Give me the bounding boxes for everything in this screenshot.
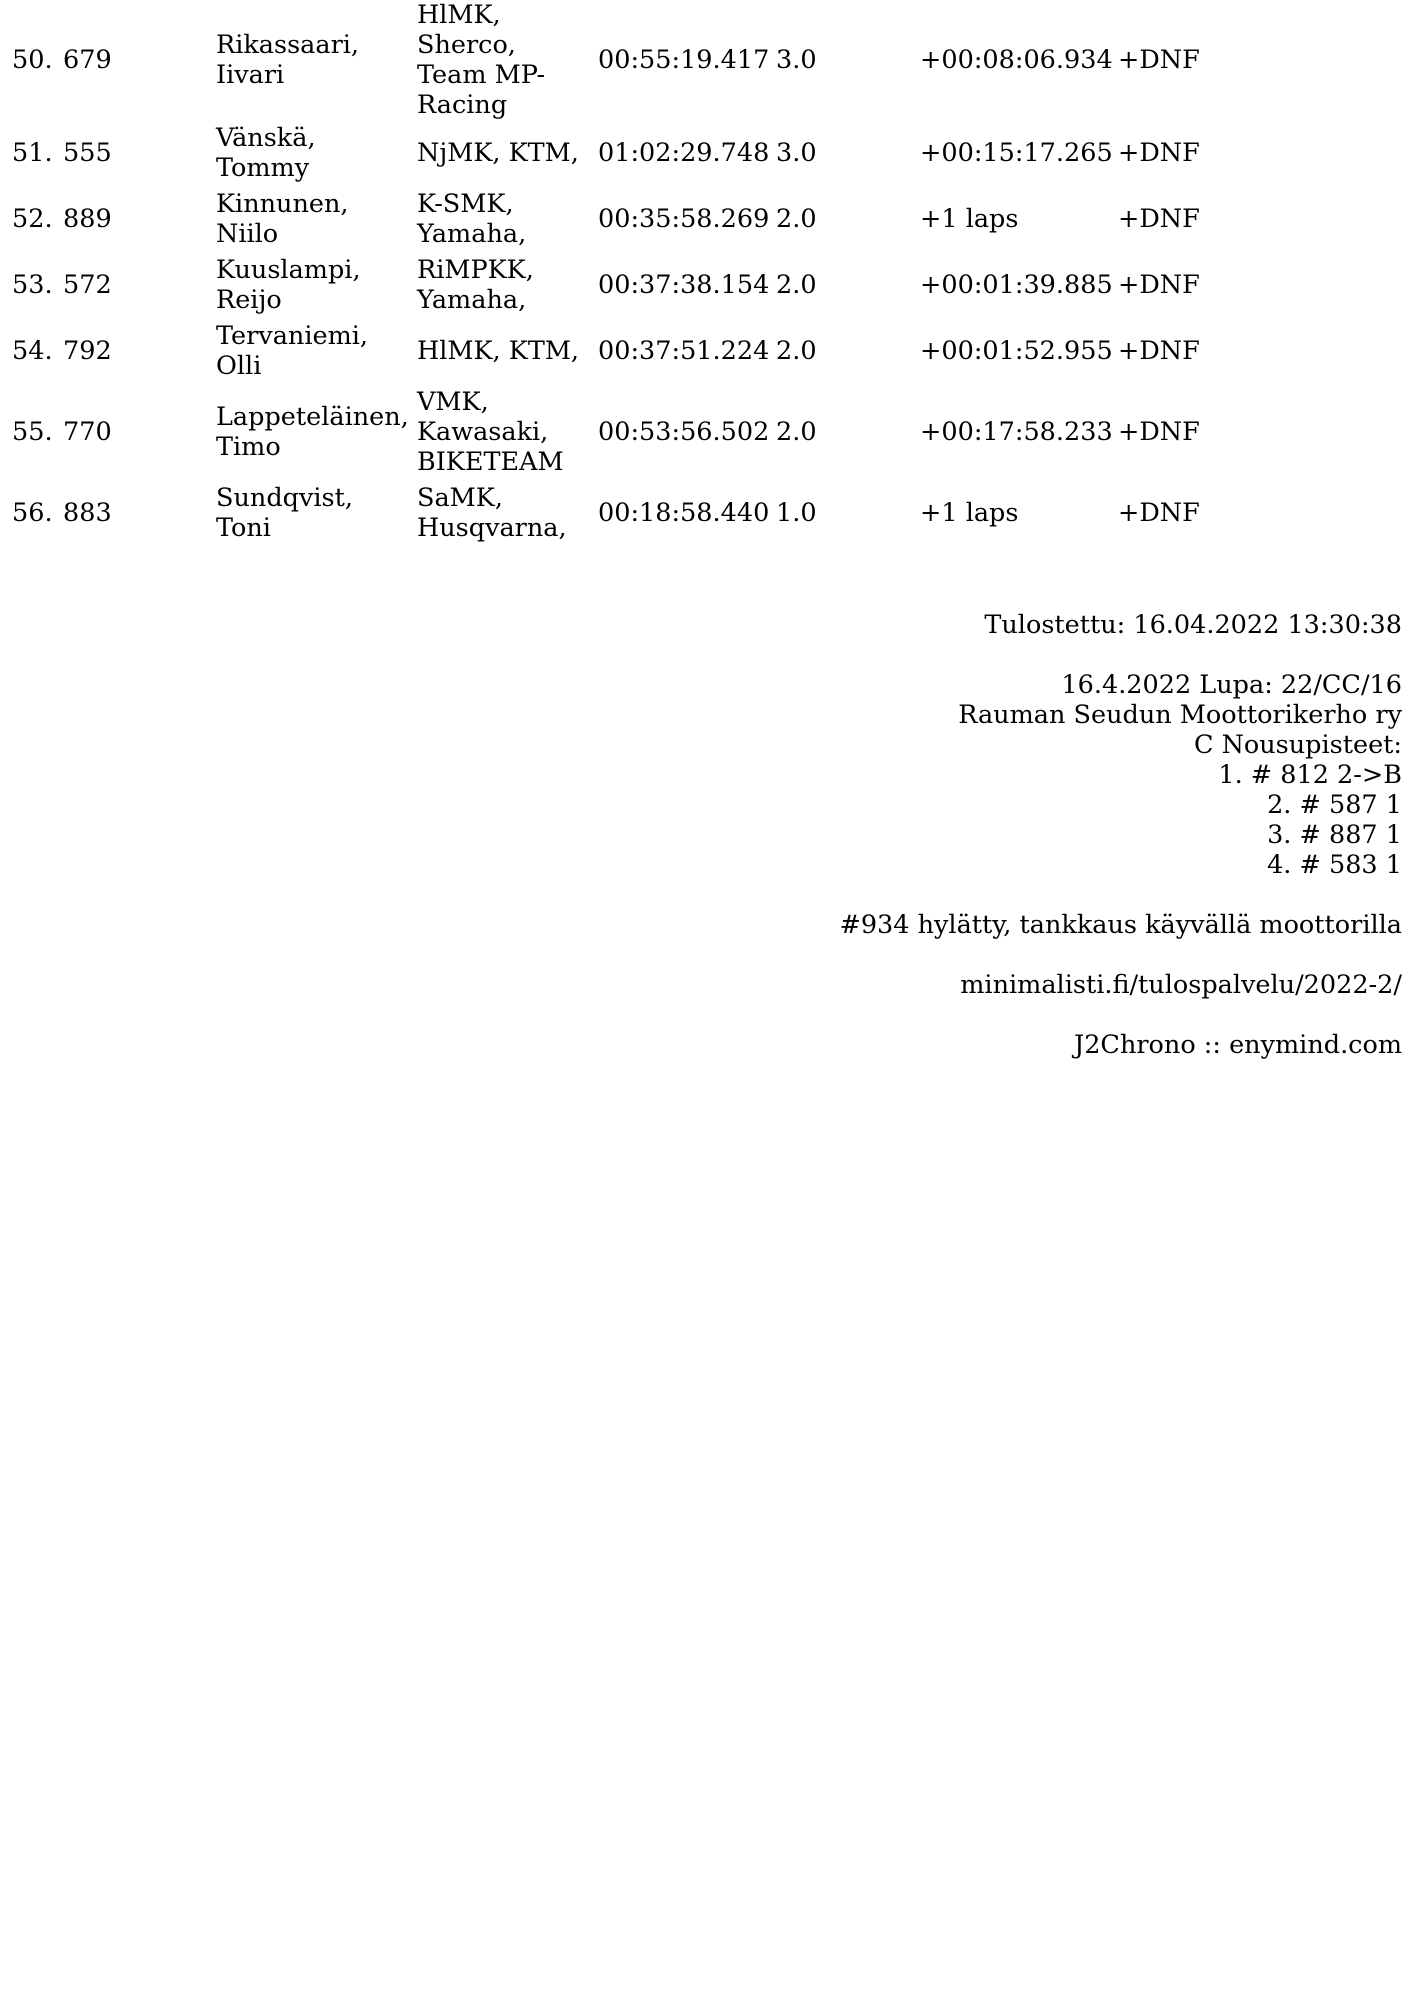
- rider-surname: Sundqvist,: [216, 483, 353, 513]
- diff-cell: +00:17:58.233: [920, 417, 1113, 447]
- club-line: Team MP-: [417, 60, 546, 90]
- results-footer: [502, 610, 1402, 1060]
- table-row: [12, 384, 1218, 480]
- rider-firstname: Niilo: [216, 219, 279, 249]
- club-line: Sherco,: [417, 30, 516, 60]
- club-line: BIKETEAM: [417, 447, 564, 477]
- rider-name-cell: [216, 318, 417, 384]
- club-line: HlMK,: [417, 0, 501, 30]
- position-cell: 51.: [12, 138, 53, 168]
- diff-cell: +1 laps: [920, 498, 1019, 528]
- rider-name-cell: [216, 120, 417, 186]
- permit-info: 16.4.2022 Lupa: 22/CC/16: [1061, 670, 1402, 700]
- status-cell: +DNF: [1118, 204, 1200, 234]
- club-line: Yamaha,: [417, 285, 527, 315]
- number-cell: 770: [63, 417, 112, 447]
- rider-firstname: Reijo: [216, 285, 282, 315]
- club-line: VMK,: [417, 387, 489, 417]
- club-cell: [417, 252, 598, 318]
- table-row: [12, 252, 1218, 318]
- time-cell: 00:18:58.440: [598, 498, 770, 528]
- position-cell: 55.: [12, 417, 53, 447]
- club-line: RiMPKK,: [417, 255, 534, 285]
- status-cell: +DNF: [1118, 138, 1200, 168]
- laps-cell: 1.0: [776, 498, 817, 528]
- time-cell: 00:53:56.502: [598, 417, 770, 447]
- rider-name-cell: [216, 186, 417, 252]
- rider-firstname: Olli: [216, 351, 262, 381]
- club-cell: [417, 480, 598, 546]
- club-line: Racing: [417, 90, 508, 120]
- spacer: [502, 640, 1402, 670]
- club-line: HlMK, KTM,: [417, 336, 580, 366]
- table-row: [12, 186, 1218, 252]
- club-line: SaMK,: [417, 483, 503, 513]
- disqualification-note: #934 hylätty, tankkaus käyvällä moottorilla: [839, 910, 1402, 940]
- status-cell: +DNF: [1118, 45, 1200, 75]
- diff-cell: +00:08:06.934: [920, 45, 1113, 75]
- time-cell: 00:37:51.224: [598, 336, 770, 366]
- position-cell: 56.: [12, 498, 53, 528]
- laps-cell: 3.0: [776, 45, 817, 75]
- points-entry: 3. # 887 1: [1267, 820, 1402, 850]
- number-cell: 572: [63, 270, 112, 300]
- rider-surname: Kinnunen,: [216, 189, 349, 219]
- rider-firstname: Toni: [216, 513, 271, 543]
- points-entry: 4. # 583 1: [1267, 850, 1402, 880]
- table-row: [12, 480, 1218, 546]
- timing-credit: J2Chrono :: enymind.com: [1073, 1030, 1402, 1060]
- time-cell: 00:37:38.154: [598, 270, 770, 300]
- rider-surname: Vänskä,: [216, 123, 316, 153]
- club-line: NjMK, KTM,: [417, 138, 579, 168]
- rider-firstname: Iivari: [216, 60, 285, 90]
- organizer-name: Rauman Seudun Moottorikerho ry: [958, 700, 1402, 730]
- laps-cell: 2.0: [776, 336, 817, 366]
- club-line: Yamaha,: [417, 219, 527, 249]
- club-line: K-SMK,: [417, 189, 514, 219]
- club-cell: [417, 186, 598, 252]
- club-line: Husqvarna,: [417, 513, 567, 543]
- laps-cell: 2.0: [776, 270, 817, 300]
- rider-name-cell: [216, 480, 417, 546]
- rider-name-cell: [216, 0, 417, 120]
- rider-firstname: Timo: [216, 432, 281, 462]
- rider-surname: Kuuslampi,: [216, 255, 361, 285]
- club-cell: [417, 0, 598, 120]
- rider-name-cell: [216, 252, 417, 318]
- spacer: [502, 1000, 1402, 1030]
- rider-surname: Rikassaari,: [216, 30, 360, 60]
- number-cell: 555: [63, 138, 112, 168]
- position-cell: 53.: [12, 270, 53, 300]
- points-entry: 1. # 812 2->B: [1218, 760, 1402, 790]
- rider-surname: Lappeteläinen,: [216, 402, 409, 432]
- number-cell: 883: [63, 498, 112, 528]
- points-title: C Nousupisteet:: [1193, 730, 1402, 760]
- diff-cell: +1 laps: [920, 204, 1019, 234]
- number-cell: 792: [63, 336, 112, 366]
- spacer: [502, 940, 1402, 970]
- position-cell: 50.: [12, 45, 53, 75]
- status-cell: +DNF: [1118, 336, 1200, 366]
- table-row: [12, 0, 1218, 120]
- diff-cell: +00:15:17.265: [920, 138, 1113, 168]
- rider-firstname: Tommy: [216, 153, 310, 183]
- status-cell: +DNF: [1118, 270, 1200, 300]
- printed-timestamp: Tulostettu: 16.04.2022 13:30:38: [984, 610, 1402, 640]
- laps-cell: 2.0: [776, 204, 817, 234]
- laps-cell: 2.0: [776, 417, 817, 447]
- club-cell: [417, 120, 598, 186]
- results-body: [12, 0, 1218, 546]
- position-cell: 52.: [12, 204, 53, 234]
- club-line: Kawasaki,: [417, 417, 549, 447]
- rider-surname: Tervaniemi,: [216, 321, 369, 351]
- number-cell: 679: [63, 45, 112, 75]
- rider-name-cell: [216, 384, 417, 480]
- results-url: minimalisti.fi/tulospalvelu/2022-2/: [960, 970, 1402, 1000]
- club-cell: [417, 384, 598, 480]
- table-row: [12, 318, 1218, 384]
- status-cell: +DNF: [1118, 417, 1200, 447]
- position-cell: 54.: [12, 336, 53, 366]
- diff-cell: +00:01:39.885: [920, 270, 1113, 300]
- table-row: [12, 120, 1218, 186]
- time-cell: 00:35:58.269: [598, 204, 770, 234]
- spacer: [502, 880, 1402, 910]
- number-cell: 889: [63, 204, 112, 234]
- time-cell: 01:02:29.748: [598, 138, 770, 168]
- diff-cell: +00:01:52.955: [920, 336, 1113, 366]
- laps-cell: 3.0: [776, 138, 817, 168]
- points-entry: 2. # 587 1: [1267, 790, 1402, 820]
- status-cell: +DNF: [1118, 498, 1200, 528]
- results-table: [12, 0, 1218, 546]
- club-cell: [417, 318, 598, 384]
- time-cell: 00:55:19.417: [598, 45, 770, 75]
